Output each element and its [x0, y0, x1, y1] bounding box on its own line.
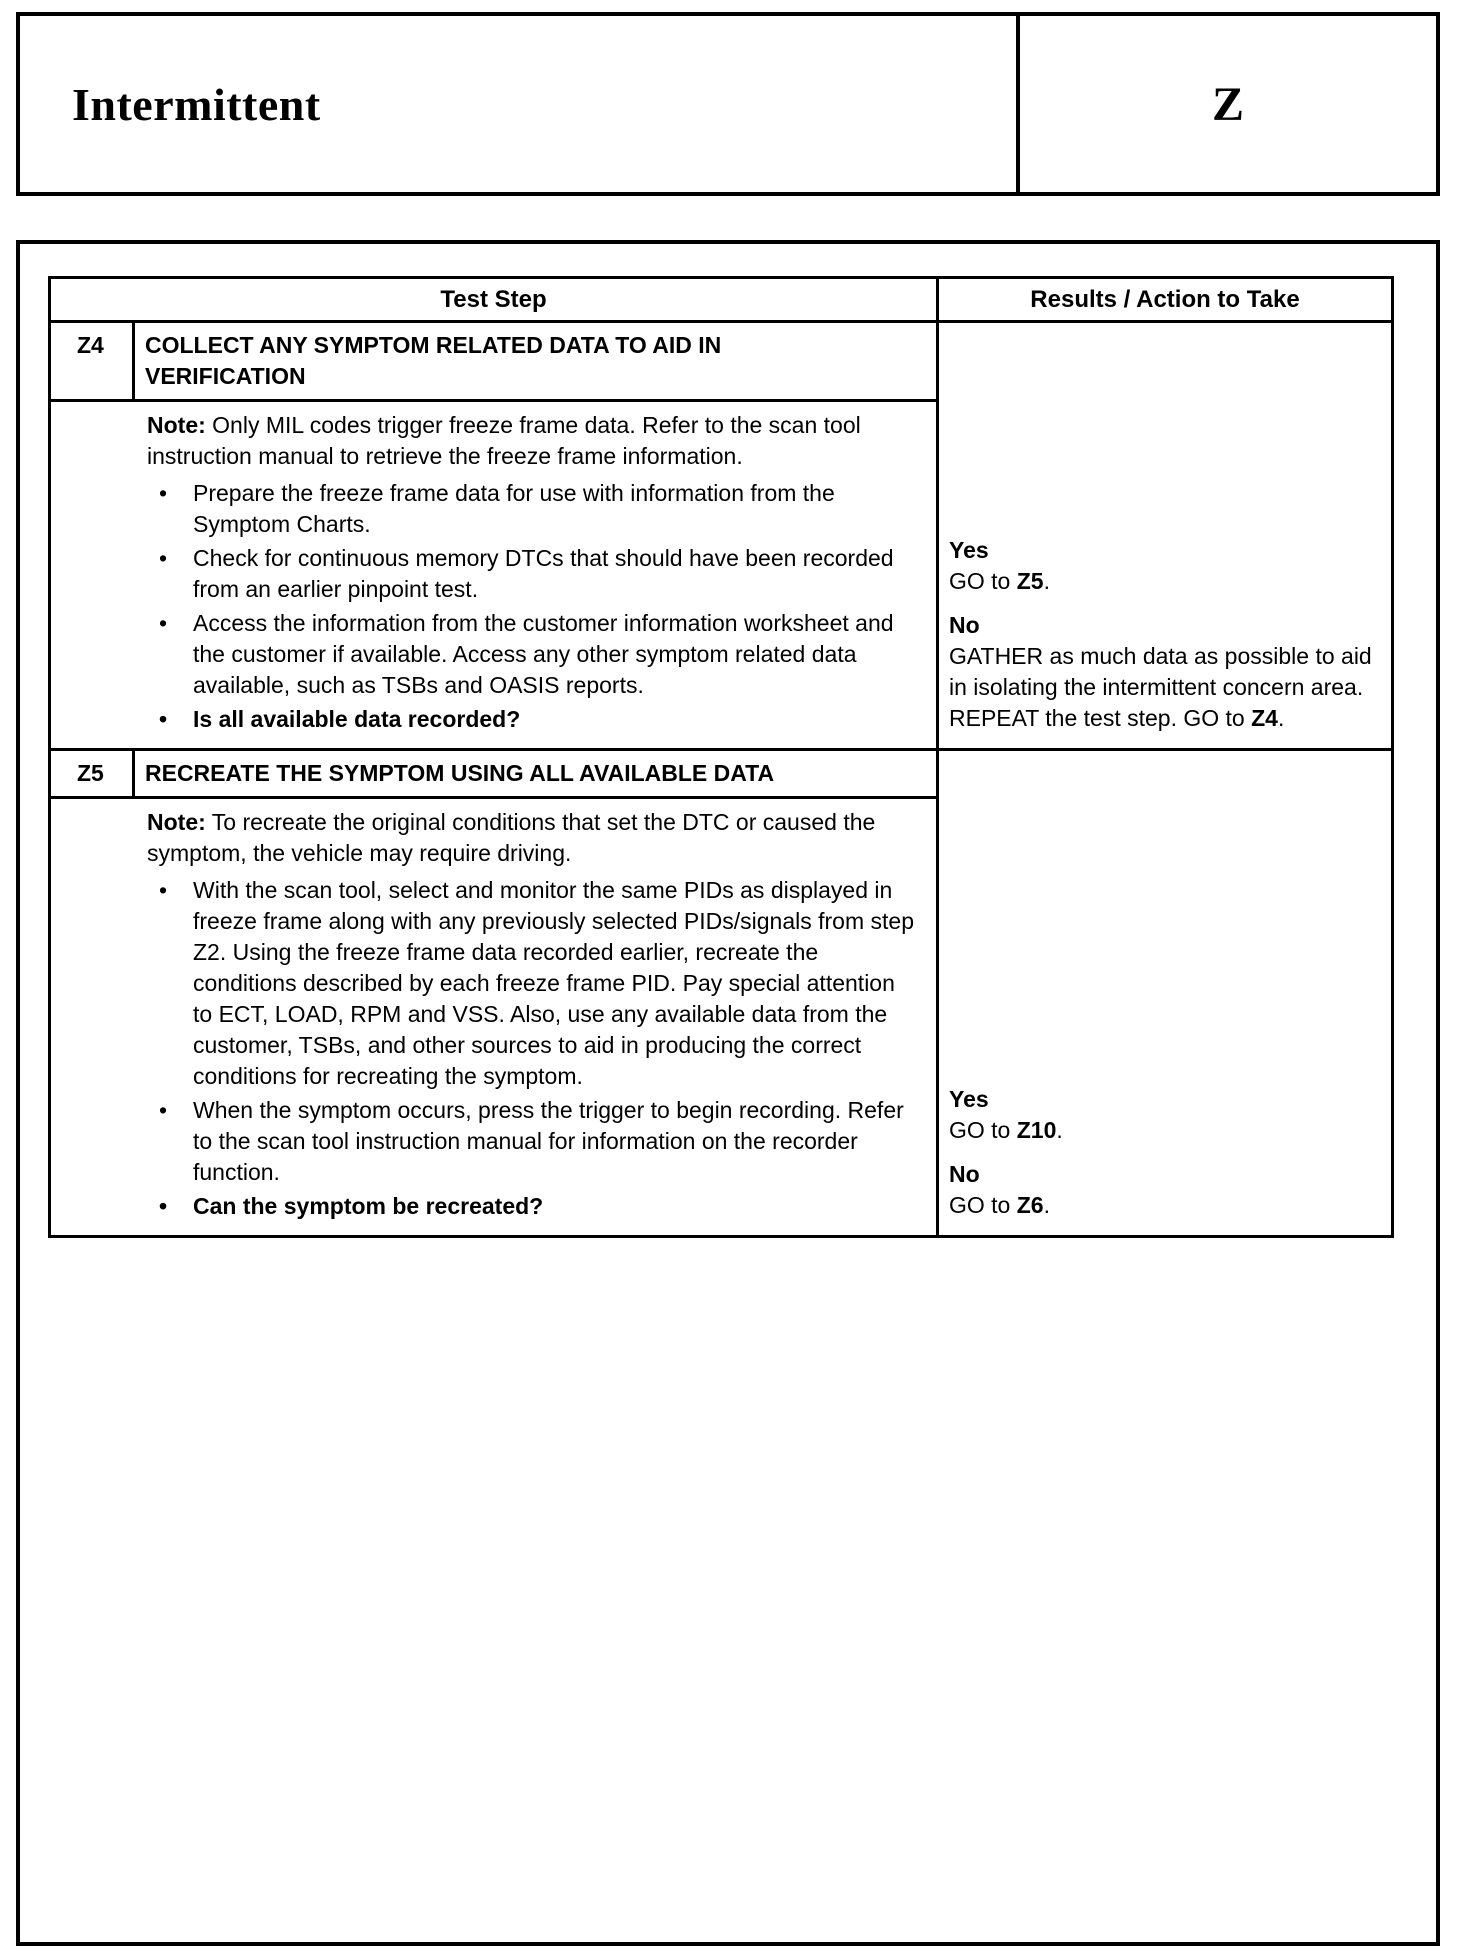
section-letter-cell	[1016, 16, 1436, 192]
z4-results-cell	[939, 323, 1391, 748]
result-yes-label: Yes	[949, 1086, 989, 1112]
bullet-item-question: • Is all available data recorded?	[147, 704, 918, 735]
action-target-step: Z4	[1251, 705, 1278, 731]
z5-result-yes	[949, 1084, 1377, 1146]
result-yes-action	[949, 566, 1377, 597]
bullet-item: • When the symptom occurs, press the trigger to begin recording. Refer to the scan tool instruction manual for information on the recorder function.	[147, 1095, 918, 1188]
z5-test-step-cell	[51, 751, 939, 1235]
action-text: GO to	[949, 1117, 1017, 1143]
action-target-step: Z10	[1016, 1117, 1057, 1143]
z4-note-text: Only MIL codes trigger freeze frame data. Refer to the scan tool instruction manual to retrieve the freeze frame information.	[147, 412, 861, 469]
bullet-item: • Prepare the freeze frame data for use with information from the Symptom Charts.	[147, 478, 918, 540]
col-header-results: Results / Action to Take	[1030, 286, 1300, 313]
z4-note	[147, 410, 918, 472]
action-text: .	[1043, 1192, 1050, 1218]
action-text: GATHER as much data as possible to aid in isolating the intermittent concern area. REPEAT the test step. GO to	[949, 643, 1372, 731]
z4-procedure	[51, 402, 936, 748]
action-target-step: Z5	[1016, 568, 1044, 594]
content-box	[16, 240, 1440, 1946]
result-no-label: No	[949, 1161, 980, 1187]
result-no-action	[949, 641, 1377, 734]
z5-bullet-list	[147, 875, 918, 1222]
result-yes-action	[949, 1115, 1377, 1146]
z4-bullet-list	[147, 478, 918, 735]
z5-step-id: Z5	[51, 751, 135, 796]
result-no-label: No	[949, 612, 980, 638]
result-no-action	[949, 1190, 1377, 1221]
bullet-item: • With the scan tool, select and monitor the same PIDs as displayed in freeze frame along with any previously selected PIDs/signals from step Z2. Using the freeze frame data recorded earlier, recreate the conditions described by each freeze frame PID. Pay special attention to ECT, LOAD, RPM and VSS. Also, use any available data from the customer, TSBs, and other sources to aid in producing the correct conditions for recreating the symptom.	[147, 875, 918, 1092]
test-step-row-z4	[51, 323, 1391, 751]
bullet-item-question: • Can the symptom be recreated?	[147, 1191, 918, 1222]
col-header-test-step: Test Step	[51, 279, 939, 320]
action-target-step: Z6	[1016, 1192, 1044, 1218]
section-letter: Z	[1211, 77, 1244, 131]
z5-note-text: To recreate the original conditions that set the DTC or caused the symptom, the vehicle may require driving.	[147, 809, 876, 866]
z4-step-title: COLLECT ANY SYMPTOM RELATED DATA TO AID IN VERIFICATION	[145, 332, 722, 389]
z5-note	[147, 807, 918, 869]
action-text: .	[1277, 705, 1285, 731]
z5-step-title: RECREATE THE SYMPTOM USING ALL AVAILABLE DATA	[145, 760, 775, 786]
z5-result-no	[949, 1159, 1377, 1221]
z4-test-step-cell	[51, 323, 939, 748]
z5-note-label: Note:	[147, 809, 206, 835]
action-text: GO to	[949, 568, 1017, 594]
page-header	[16, 12, 1440, 196]
action-text: GO to	[949, 1192, 1017, 1218]
pinpoint-test-table	[48, 276, 1394, 1238]
action-text: .	[1056, 1117, 1063, 1143]
bullet-item: • Check for continuous memory DTCs that should have been recorded from an earlier pinpoint test.	[147, 543, 918, 605]
z4-title-band	[51, 323, 936, 402]
bullet-item: • Access the information from the customer information worksheet and the customer if available. Access any other symptom related data available, such as TSBs and OASIS reports.	[147, 608, 918, 701]
result-yes-label: Yes	[949, 537, 989, 563]
z4-result-no	[949, 610, 1377, 734]
z4-step-id: Z4	[51, 323, 135, 399]
action-text: .	[1043, 568, 1050, 594]
z5-procedure	[51, 799, 936, 1235]
test-step-row-z5	[51, 751, 1391, 1235]
page-title: Intermittent	[72, 78, 321, 130]
z4-note-label: Note:	[147, 412, 206, 438]
z4-result-yes	[949, 535, 1377, 597]
table-header-row	[51, 279, 1391, 323]
z5-title-band	[51, 751, 936, 799]
page-title-cell	[20, 16, 1016, 192]
z5-results-cell	[939, 751, 1391, 1235]
